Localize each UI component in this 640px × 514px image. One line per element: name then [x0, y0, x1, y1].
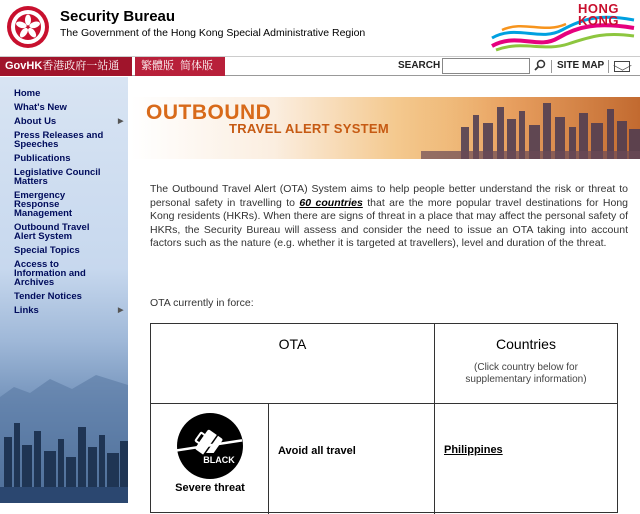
- search-icon[interactable]: [533, 59, 547, 73]
- sidebar-item-special-topics[interactable]: [14, 246, 128, 255]
- search-label: SEARCH: [398, 60, 441, 71]
- brand-line-1: HONG: [578, 1, 619, 16]
- language-switcher: [135, 57, 225, 76]
- sidebar-item-tender-notices[interactable]: [14, 292, 128, 301]
- sidebar-item-label: Press Releases and Speeches: [14, 130, 104, 150]
- alert-advice: Avoid all travel: [269, 404, 435, 514]
- ota-banner: [131, 97, 640, 159]
- top-navigation-bar: [0, 56, 640, 76]
- banner-city-image: [421, 97, 640, 159]
- sidebar-item-label: Publications: [14, 153, 71, 164]
- sidebar: [0, 77, 128, 503]
- submenu-arrow-icon: ▶: [118, 307, 124, 314]
- govhk-label: GovHK: [5, 60, 43, 72]
- submenu-arrow-icon: ▶: [118, 118, 124, 125]
- intro-text-before: The Outbound Travel Alert (OTA) System aims to help people better understand the risk or threat to personal safety in travelling to: [150, 183, 628, 209]
- hksar-emblem-icon[interactable]: [6, 4, 50, 50]
- government-name: The Government of the Hong Kong Special Administrative Region: [60, 27, 366, 39]
- black-alert-badge: [177, 413, 243, 479]
- sidebar-item-about-us[interactable]: [14, 117, 128, 126]
- brand-line-2: KONG: [578, 13, 619, 28]
- simplified-chinese-link[interactable]: 简体版: [180, 60, 213, 72]
- hong-kong-skyline-image: [0, 327, 128, 503]
- govhk-chinese-label: 香港政府一站通: [42, 60, 120, 72]
- table-header-ota: OTA: [151, 324, 435, 404]
- suitcase-icon: [177, 413, 243, 479]
- govhk-link[interactable]: [0, 57, 132, 76]
- sidebar-item-label: Outbound Travel Alert System: [14, 222, 90, 242]
- divider: [608, 60, 609, 73]
- countries-header-note: (Click country below for supplementary information): [465, 362, 587, 385]
- sidebar-item-label: Links: [14, 305, 39, 316]
- table-row-alert-icon-cell: [151, 404, 269, 514]
- brand-hong-kong-wordmark: [578, 3, 619, 27]
- sidebar-item-label: What's New: [14, 102, 67, 113]
- sidebar-item-ota-system[interactable]: [14, 223, 128, 241]
- ota-introduction: [150, 183, 628, 251]
- sixty-countries-link[interactable]: 60 countries: [299, 196, 363, 209]
- sitemap-link[interactable]: SITE MAP: [557, 60, 605, 71]
- banner-title-line-1: OUTBOUND: [146, 101, 272, 124]
- site-header: [0, 0, 640, 56]
- sidebar-item-label: Access to Information and Archives: [14, 259, 86, 288]
- alert-level-label: Severe threat: [175, 482, 245, 494]
- search-input[interactable]: [442, 58, 530, 74]
- sidebar-item-whats-new[interactable]: [14, 103, 128, 112]
- contact-mail-icon[interactable]: [614, 61, 630, 72]
- sidebar-item-home[interactable]: [14, 89, 128, 98]
- sidebar-item-publications[interactable]: [14, 154, 128, 163]
- sidebar-item-press-releases[interactable]: [14, 131, 128, 149]
- bureau-name: Security Bureau: [60, 8, 176, 25]
- table-header-countries: [435, 324, 617, 404]
- divider: [551, 60, 552, 73]
- traditional-chinese-link[interactable]: 繁體版: [141, 60, 174, 72]
- sidebar-item-label: Legislative Council Matters: [14, 167, 101, 187]
- sidebar-item-label: Special Topics: [14, 245, 80, 256]
- sidebar-item-access-to-information[interactable]: [14, 260, 128, 287]
- ota-table: [150, 323, 618, 513]
- country-link-philippines[interactable]: Philippines: [444, 444, 503, 456]
- table-row-country-cell: [435, 404, 617, 514]
- sidebar-item-label: About Us: [14, 116, 57, 127]
- sidebar-item-label: Emergency Response Management: [14, 190, 73, 219]
- sidebar-item-label: Tender Notices: [14, 291, 82, 302]
- intro-text-after: that are the more popular travel destinations for Hong Kong residents (HKRs). When there are signs of threat in a place that may affect the personal safety of HKRs, the Security Bureau will assess and consider the need to issue an OTA taking into account factors such as the nature (e.g. whether it is targeted at travellers), level and duration of the threat.: [150, 196, 629, 250]
- sidebar-item-label: Home: [14, 88, 41, 99]
- ota-in-force-label: OTA currently in force:: [150, 297, 254, 309]
- sidebar-item-legco-matters[interactable]: [14, 168, 128, 186]
- banner-title-line-2: TRAVEL ALERT SYSTEM: [229, 121, 390, 136]
- sidebar-nav: [0, 77, 128, 315]
- sidebar-item-links[interactable]: [14, 306, 128, 315]
- countries-header-label: Countries: [496, 336, 556, 352]
- sidebar-item-emergency-response[interactable]: [14, 191, 128, 218]
- badge-label: BLACK: [203, 455, 235, 465]
